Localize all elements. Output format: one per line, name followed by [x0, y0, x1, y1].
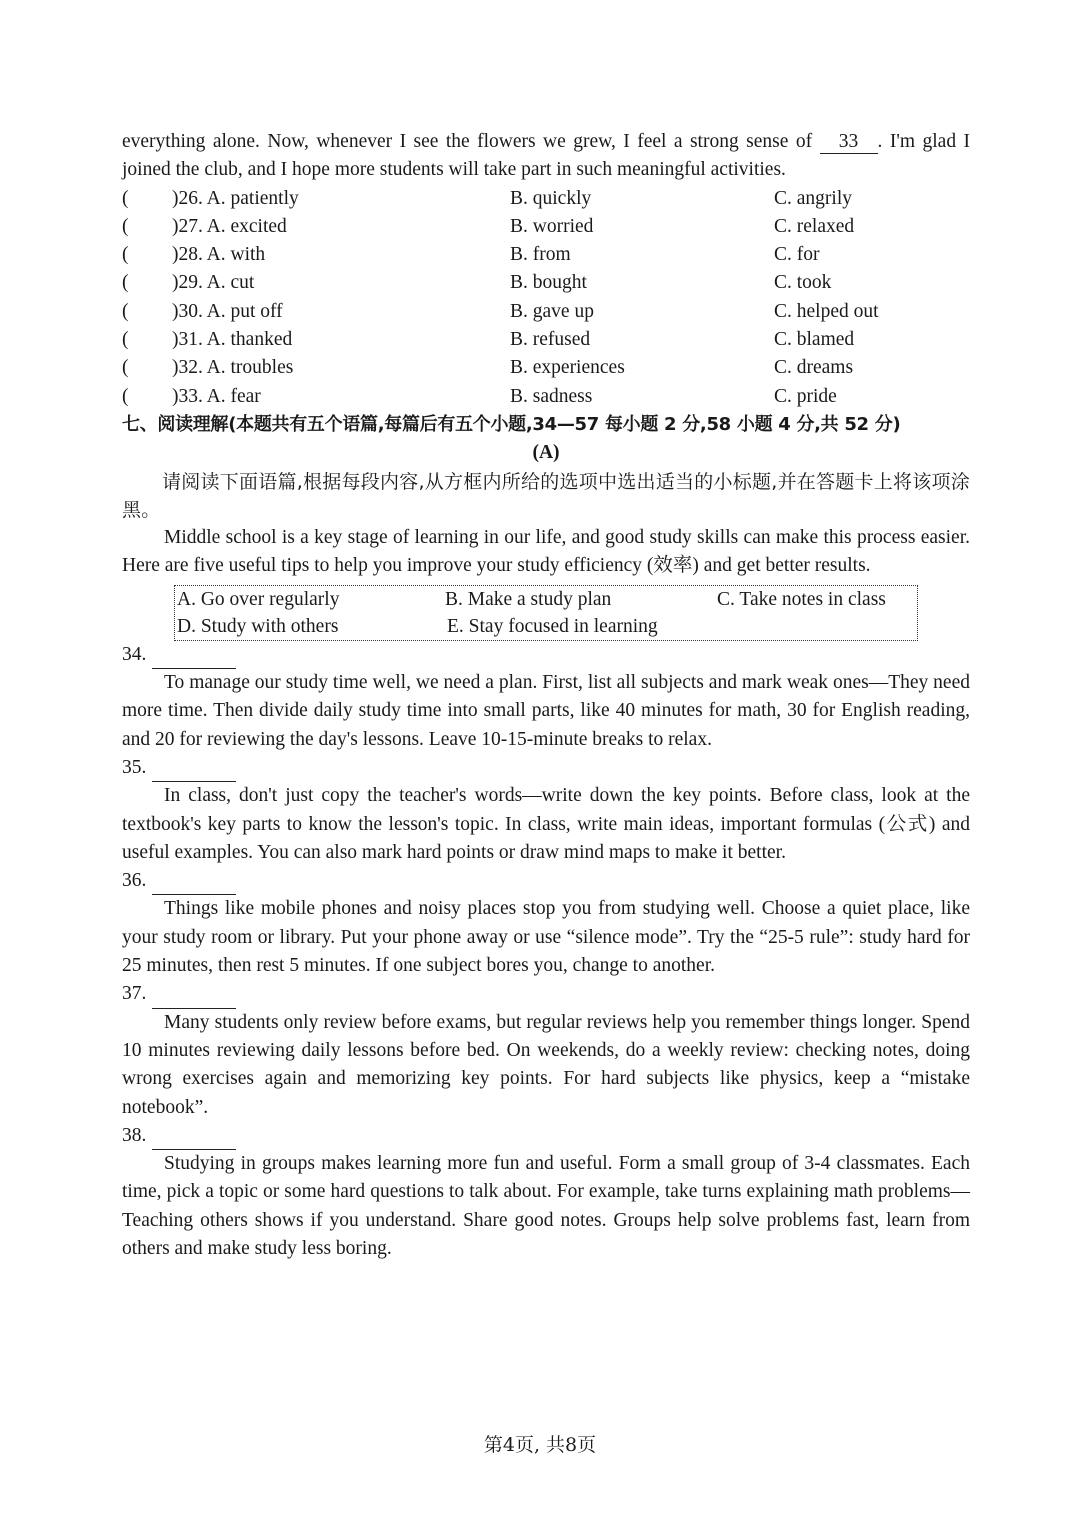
option-c: C. angrily — [774, 187, 852, 209]
option-row — [122, 298, 970, 326]
box-option-a: A. Go over regularly — [177, 588, 340, 610]
box-option-c: C. Take notes in class — [717, 588, 886, 610]
option-c: C. took — [774, 272, 832, 294]
intro-line2: I'm glad I joined the club, and I hope more students will take part in such meaningful activities. — [122, 131, 971, 181]
answer-blank[interactable] — [152, 876, 236, 895]
option-b: B. from — [510, 244, 571, 266]
option-a: )27. A. excited — [172, 215, 287, 237]
option-a: )26. A. patiently — [172, 187, 299, 209]
answer-blank[interactable] — [152, 763, 236, 782]
passage-intro: Middle school is a key stage of learning in our life, and good study skills can make this process easier. Here are five useful tips to help you improve your study efficiency (效率) and get better results. — [122, 527, 970, 577]
answer-blank[interactable] — [152, 1131, 236, 1150]
answer-paren[interactable]: ( — [122, 385, 129, 407]
question-number — [122, 980, 970, 1008]
question-number — [122, 867, 970, 895]
question-label: 37. — [122, 983, 147, 1005]
answer-blank[interactable] — [152, 990, 236, 1009]
option-c: C. blamed — [774, 329, 855, 351]
box-option-e: E. Stay focused in learning — [447, 615, 658, 637]
option-b: B. refused — [510, 329, 591, 351]
option-b: B. bought — [510, 272, 587, 294]
question-paragraph: Things like mobile phones and noisy places stop you from studying well. Choose a quiet place, like your study room or library. Put your phone away or use “silence mode”. Try the “25-5 rule”: study hard for 25 minutes, then rest 5 minutes. If one subject bores you, change to another. — [122, 898, 970, 977]
questions-list — [122, 641, 970, 1264]
options-list — [122, 185, 970, 411]
answer-paren[interactable]: ( — [122, 329, 129, 351]
answer-paren[interactable]: ( — [122, 244, 129, 266]
option-row — [122, 213, 970, 241]
period: . — [877, 131, 883, 152]
option-a: )30. A. put off — [172, 300, 283, 322]
option-b: B. sadness — [510, 385, 593, 407]
option-row — [122, 383, 970, 411]
option-row — [122, 185, 970, 213]
instruction: 请阅读下面语篇,根据每段内容,从方框内所给的选项中选出适当的小标题,并在答题卡上将该项涂黑。 — [122, 470, 970, 521]
exam-page — [122, 128, 970, 1263]
question-paragraph: Many students only review before exams, but regular reviews help you remember things longer. Spend 10 minutes reviewing daily lessons before bed. On weekends, do a weekly review: checking notes, doing wrong exercises again and memorizing key points. For hard subjects like physics, keep a “mistake notebook”. — [122, 1011, 970, 1118]
page-footer: 第4页, 共8页 — [483, 1434, 597, 1456]
question-number — [122, 641, 970, 669]
passage-label: (A) — [532, 442, 560, 464]
question-paragraph: Studying in groups makes learning more fun and useful. Form a small group of 3-4 classmates. Each time, pick a topic or some hard questions to talk about. For example, take turns explaining math problems—Teaching others shows if you understand. Share good notes. Groups help solve problems fast, learn from others and make study less boring. — [122, 1153, 970, 1259]
option-c: C. relaxed — [774, 215, 855, 237]
answer-paren[interactable]: ( — [122, 215, 129, 237]
passage-text — [122, 128, 970, 185]
options-box — [174, 585, 918, 641]
answer-paren[interactable]: ( — [122, 357, 129, 379]
option-c: C. pride — [774, 385, 837, 407]
option-c: C. dreams — [774, 357, 854, 379]
option-a: )33. A. fear — [172, 385, 261, 407]
question-number — [122, 754, 970, 782]
question-paragraph: In class, don't just copy the teacher's words—write down the key points. Before class, look at the textbook's key parts to know the lesson's topic. In class, write main ideas, important formulas (公式) and useful examples. You can also mark hard points or draw mind maps to make it better. — [122, 785, 970, 863]
question-paragraph: To manage our study time well, we need a plan. First, list all subjects and mark weak ones—They need more time. Then divide daily study time into small parts, like 40 minutes for math, 30 for English reading, and 20 for reviewing the day's lessons. Leave 10-15-minute breaks to relax. — [122, 672, 970, 750]
option-b: B. quickly — [510, 187, 592, 209]
option-b: B. experiences — [510, 357, 625, 379]
option-b: B. worried — [510, 215, 594, 237]
answer-paren[interactable]: ( — [122, 272, 129, 294]
blank-33: 33 — [820, 131, 878, 154]
option-row — [122, 326, 970, 354]
section-heading: 七、阅读理解(本题共有五个语篇,每篇后有五个小题,34—57 每小题 2 分,58 小题 4 分,共 52 分) — [122, 413, 901, 435]
option-c: C. helped out — [774, 300, 879, 322]
question-label: 36. — [122, 870, 147, 892]
option-a: )32. A. troubles — [172, 357, 294, 379]
answer-paren[interactable]: ( — [122, 187, 129, 209]
answer-blank[interactable] — [152, 650, 236, 669]
question-number — [122, 1122, 970, 1150]
question-label: 38. — [122, 1124, 147, 1146]
question-label: 34. — [122, 643, 147, 665]
answer-paren[interactable]: ( — [122, 300, 129, 322]
option-row — [122, 354, 970, 382]
option-row — [122, 269, 970, 297]
question-label: 35. — [122, 756, 147, 778]
option-a: )29. A. cut — [172, 272, 255, 294]
box-option-b: B. Make a study plan — [445, 588, 612, 610]
option-c: C. for — [774, 244, 820, 266]
option-a: )28. A. with — [172, 244, 266, 266]
option-a: )31. A. thanked — [172, 329, 293, 351]
option-b: B. gave up — [510, 300, 594, 322]
intro-line1: everything alone. Now, whenever I see the flowers we grew, I feel a strong sense of — [122, 131, 813, 152]
box-option-d: D. Study with others — [177, 615, 339, 637]
option-row — [122, 241, 970, 269]
